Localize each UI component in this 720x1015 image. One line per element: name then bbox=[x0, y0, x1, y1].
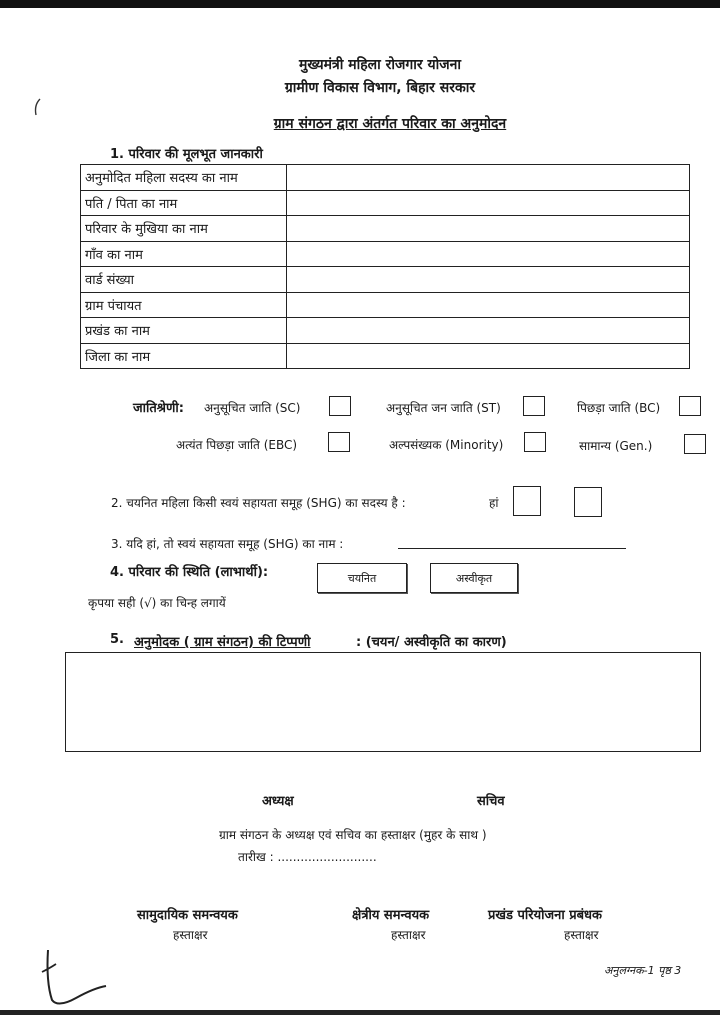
table-row bbox=[81, 292, 690, 318]
block-manager-sign: हस्ताक्षर bbox=[564, 928, 599, 942]
caste-ebc-checkbox[interactable] bbox=[328, 432, 350, 452]
caste-minority-checkbox[interactable] bbox=[524, 432, 546, 452]
caste-general-label: सामान्य (Gen.) bbox=[579, 439, 653, 453]
q2-yes-label: हां bbox=[489, 496, 499, 510]
annexure-label: अनुलग्नक-1 पृष्ठ 3 bbox=[604, 964, 682, 977]
row-value-field[interactable] bbox=[287, 190, 690, 216]
form-title: ग्राम संगठन द्वारा अंतर्गत परिवार का अनुमोदन bbox=[273, 116, 507, 132]
caste-sc-checkbox[interactable] bbox=[329, 396, 351, 416]
community-coordinator-label: सामुदायिक समन्वयक bbox=[137, 908, 238, 923]
row-value-field[interactable] bbox=[287, 216, 690, 242]
table-row bbox=[81, 343, 690, 369]
family-info-table bbox=[80, 164, 690, 369]
pen-mark-icon bbox=[30, 95, 46, 121]
q2-no-checkbox[interactable] bbox=[574, 487, 602, 517]
q4-heading: 4. परिवार की स्थिति (लाभार्थी): bbox=[110, 565, 269, 580]
caste-ebc-label: अत्यंत पिछड़ा जाति (EBC) bbox=[176, 438, 298, 452]
row-value-field[interactable] bbox=[287, 318, 690, 344]
row-label: अनुमोदित महिला सदस्य का नाम bbox=[81, 165, 287, 191]
date-field[interactable]: तारीख : .......................... bbox=[238, 850, 377, 864]
row-value-field[interactable] bbox=[287, 292, 690, 318]
row-value-field[interactable] bbox=[287, 267, 690, 293]
q2-text: 2. चयनित महिला किसी स्वयं सहायता समूह (SHG) का सदस्य है : bbox=[111, 496, 406, 510]
remarks-textarea[interactable] bbox=[65, 652, 701, 752]
president-label: अध्यक्ष bbox=[262, 794, 294, 809]
caste-sc-label: अनुसूचित जाति (SC) bbox=[204, 401, 301, 415]
status-selected-button[interactable]: चयनित bbox=[317, 563, 407, 593]
table-row bbox=[81, 190, 690, 216]
q5-number: 5. bbox=[110, 632, 124, 647]
caste-minority-label: अल्पसंख्यक (Minority) bbox=[389, 438, 504, 452]
caste-st-label: अनुसूचित जन जाति (ST) bbox=[386, 401, 501, 415]
department-name: ग्रामीण विकास विभाग, बिहार सरकार bbox=[284, 80, 476, 96]
status-rejected-button[interactable]: अस्वीकृत bbox=[430, 563, 518, 593]
table-row bbox=[81, 267, 690, 293]
row-value-field[interactable] bbox=[287, 165, 690, 191]
row-label: पति / पिता का नाम bbox=[81, 190, 287, 216]
block-manager-label: प्रखंड परियोजना प्रबंधक bbox=[488, 908, 603, 923]
caste-bc-checkbox[interactable] bbox=[679, 396, 701, 416]
row-label: जिला का नाम bbox=[81, 343, 287, 369]
scheme-name: मुख्यमंत्री महिला रोजगार योजना bbox=[298, 57, 462, 73]
table-row bbox=[81, 165, 690, 191]
regional-coordinator-sign: हस्ताक्षर bbox=[391, 928, 426, 942]
row-label: परिवार के मुखिया का नाम bbox=[81, 216, 287, 242]
q5-suffix: : (चयन/ अस्वीकृति का कारण) bbox=[356, 635, 507, 650]
q3-text: 3. यदि हां, तो स्वयं सहायता समूह (SHG) का नाम : bbox=[111, 537, 344, 551]
table-row bbox=[81, 216, 690, 242]
caste-heading: जातिश्रेणी: bbox=[133, 401, 184, 416]
row-label: प्रखंड का नाम bbox=[81, 318, 287, 344]
section1-heading: 1. परिवार की मूलभूत जानकारी bbox=[110, 147, 263, 162]
shg-name-field[interactable] bbox=[398, 534, 626, 549]
row-label: गाँव का नाम bbox=[81, 241, 287, 267]
row-value-field[interactable] bbox=[287, 241, 690, 267]
secretary-label: सचिव bbox=[477, 794, 505, 809]
caste-bc-label: पिछड़ा जाति (BC) bbox=[577, 401, 661, 415]
bottom-border bbox=[0, 1010, 720, 1015]
row-label: ग्राम पंचायत bbox=[81, 292, 287, 318]
q5-heading: अनुमोदक ( ग्राम संगठन) की टिप्पणी bbox=[134, 635, 311, 650]
q2-yes-checkbox[interactable] bbox=[513, 486, 541, 516]
row-value-field[interactable] bbox=[287, 343, 690, 369]
stamp-note: ग्राम संगठन के अध्यक्ष एवं सचिव का हस्ताक्षर (मुहर के साथ ) bbox=[219, 828, 487, 842]
community-coordinator-sign: हस्ताक्षर bbox=[173, 928, 208, 942]
top-border bbox=[0, 0, 720, 8]
row-label: वार्ड संख्या bbox=[81, 267, 287, 293]
caste-st-checkbox[interactable] bbox=[523, 396, 545, 416]
regional-coordinator-label: क्षेत्रीय समन्वयक bbox=[352, 908, 430, 923]
table-row bbox=[81, 241, 690, 267]
caste-general-checkbox[interactable] bbox=[684, 434, 706, 454]
tick-instruction: कृपया सही (√) का चिन्ह लगायें bbox=[88, 596, 226, 610]
table-row bbox=[81, 318, 690, 344]
handwritten-signature-icon bbox=[36, 942, 116, 1010]
